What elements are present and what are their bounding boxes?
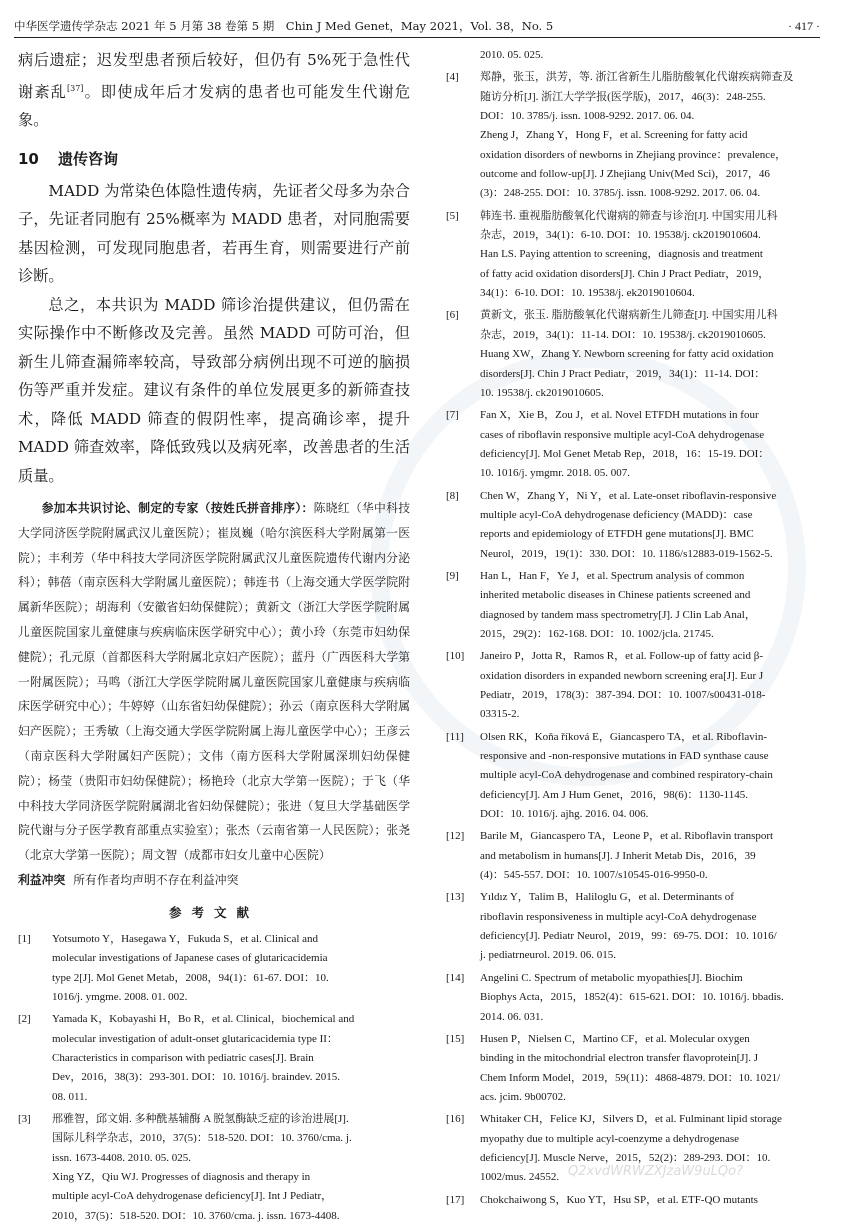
reference-item: [446, 827, 834, 885]
reference-item: [18, 930, 410, 1007]
reference-number: [7]: [446, 409, 459, 422]
reference-line: 国际儿科学杂志，2010，37(5)：518-520. DOI：10. 3760/cma. j.: [52, 1132, 352, 1145]
reference-line: 郑静，张玉，洪芳，等. 浙江省新生儿脂肪酸氧化代谢疾病筛查及: [480, 71, 794, 84]
reference-line: Chem Inform Model，2019，59(11)：4868-4879. DOI：10. 1021/: [480, 1071, 781, 1084]
reference-line: of fatty acid oxidation disorders[J]. Chin J Pract Pediatr，2019，: [480, 267, 770, 280]
reference-text: [480, 888, 834, 965]
reference-line: oxidation disorders in expanded newborn screening era[J]. Eur J: [480, 669, 764, 682]
reference-line: molecular investigations of Japanese cases of glutaricacidemia: [52, 952, 328, 965]
references-left: [18, 930, 410, 1226]
reference-item: [18, 1110, 410, 1226]
reference-line: deficiency[J]. Pediatr Neurol，2019，99：69-75. DOI：10. 1016/: [480, 930, 777, 943]
reference-line: Dev，2016，38(3)：293-301. DOI：10. 1016/j. braindev. 2015.: [52, 1071, 340, 1084]
reference-line: DOI：10. 3785/j. issn. 1008-9292. 2017. 06. 04.: [480, 110, 695, 123]
reference-text: [480, 1191, 834, 1210]
reference-line: Husen P，Nielsen C，Martino CF，et al. Molecular oxygen: [480, 1032, 750, 1045]
reference-number: [5]: [446, 209, 459, 222]
reference-line: Fan X，Xie B，Zou J，et al. Novel ETFDH mutations in four: [480, 409, 759, 422]
continuation-paragraph: [18, 46, 410, 135]
reference-text: [480, 207, 834, 304]
reference-line: responsive and -non-responsive mutations in FAD synthase cause: [480, 750, 769, 763]
reference-text: [480, 969, 834, 1027]
section-title: 遗传咨询: [58, 149, 119, 168]
reference-line: inherited metabolic diseases in Chinese patients screened and: [480, 589, 751, 602]
reference-text: [480, 306, 834, 403]
reference-line: deficiency[J]. Am J Hum Genet，2016，98(6)：1130-1145.: [480, 788, 749, 801]
reference-item: [446, 567, 834, 644]
reference-number: [3]: [18, 1113, 31, 1126]
reference-item: [446, 306, 834, 403]
continuation-text: 病后遗症；迟发型患者预后较好，但仍有 5%死于急性代谢紊乱: [18, 51, 410, 101]
reference-line: 杂志，2019，34(1)：6-10. DOI：10. 19538/j. ck2019010604.: [480, 229, 761, 242]
reference-line: Yamada K，Kobayashi H，Bo R，et al. Clinical，biochemical and: [52, 1013, 355, 1026]
reference-line: reports and epidemiology of ETFDH gene mutations[J]. BMC: [480, 528, 754, 541]
reference-line: DOI：10. 1016/j. ajhg. 2016. 04. 006.: [480, 808, 649, 821]
journal-header: 中华医学遗传学杂志 2021 年 5 月第 38 卷第 5 期 Chin J Med Genet，May 2021，Vol. 38，No. 5: [14, 19, 554, 33]
reference-number: [6]: [446, 309, 459, 322]
reference-line: Angelini C. Spectrum of metabolic myopathies[J]. Biochim: [480, 971, 743, 984]
reference-line: cases of riboflavin responsive multiple acyl-CoA dehydrogenase: [480, 428, 765, 441]
reference-text: [480, 827, 834, 885]
reference-line: 韩连书. 重视脂肪酸氧化代谢病的筛查与诊治[J]. 中国实用儿科: [480, 209, 778, 222]
conflict-of-interest: [18, 868, 410, 892]
reference-item: [446, 1030, 834, 1107]
reference-line: Whitaker CH，Felice KJ，Silvers D，et al. Fulminant lipid storage: [480, 1113, 782, 1126]
reference-line: Chokchaiwong S，Kuo YT，Hsu SP，et al. ETF-QO mutants: [480, 1193, 758, 1206]
reference-number: [12]: [446, 830, 465, 843]
reference-line: acs. jcim. 9b00702.: [480, 1090, 566, 1103]
reference-number: [14]: [446, 971, 465, 984]
reference-item: [446, 647, 834, 724]
experts-names: 陈晓红（华中科技大学同济医学院附属武汉儿童医院）；崔岚巍（哈尔滨医科大学附属第一医院）；丰利芳（华中科技大学同济医学院附属武汉儿童医院遗传代谢内分泌科）；韩蓓（南京医科大学附属儿童医院）；韩连书（上海交通大学医学院附属新华医院）；胡海利（安徽省妇幼保健院）；黄新文（浙江大学医学院附属儿童医院国家儿童健康与疾病临床医学研究中心）；黄小玲（东莞市妇幼保健院）；孔元原（首都医科大学附属北京妇产医院）；蓝丹（广西医科大学第一附属医院）；马鸣（浙江大学医学院附属儿童医院国家儿童健康与疾病临床医学研究中心）；牛婷婷（山东省妇幼保健院）；孙云（南京医科大学附属妇产医院）；王秀敏（上海交通大学医学院附属上海儿童医学中心）；王彦云（南京医科大学附属妇产医院）；文伟（南方医科大学附属深圳妇幼保健院）；杨莹（贵阳市妇幼保健院）；杨艳玲（北京大学第一医院）；于飞（华中科技大学同济医学院附属湖北省妇幼保健院）；张进（复旦大学基础医学院代谢与分子医学教育部重点实验室）；张杰（云南省第一人民医院）；张尧（北京大学第一医院）；周文智（成都市妇女儿童中心医院）: [18, 501, 410, 863]
reference-line: 黄新文，张玉. 脂肪酸氧化代谢病新生儿筛查[J]. 中国实用儿科: [480, 309, 778, 322]
reference-line: 2015，29(2)：162-168. DOI：10. 1002/jcla. 21745.: [480, 627, 714, 640]
continuation-end: 。即使成年后才发病的患者也可能发生代谢危象。: [18, 82, 411, 130]
reference-text: [480, 68, 834, 203]
reference-text: [480, 406, 834, 483]
reference-item: [446, 969, 834, 1027]
reference-line: Han L，Han F，Ye J，et al. Spectrum analysis of common: [480, 569, 745, 582]
reference-line: 10. 1016/j. ymgmr. 2018. 05. 007.: [480, 467, 631, 480]
left-column: [18, 46, 411, 1222]
right-column: [446, 46, 834, 1213]
reference-line: issn. 1673-4408. 2010. 05. 025.: [52, 1151, 192, 1164]
reference-text: [480, 728, 834, 825]
reference-text: [480, 487, 834, 564]
reference-line: 10. 19538/j. ck2019010605.: [480, 386, 604, 399]
reference-number: [1]: [18, 933, 31, 946]
reference-text: [480, 567, 834, 644]
reference-line: oxidation disorders of newborns in Zhejiang province：prevalence，: [480, 148, 787, 161]
reference-line: Neurol，2019，19(1)：330. DOI：10. 1186/s12883-019-1562-5.: [480, 547, 773, 560]
reference-number: [11]: [446, 730, 464, 743]
reference-line: (4)：545-557. DOI：10. 1007/s10545-016-9950-0.: [480, 869, 708, 882]
references-title: 参考文献: [168, 905, 259, 921]
reference-item: [446, 1191, 834, 1210]
reference-line: 1002/mus. 24552.: [480, 1171, 560, 1184]
experts-lead: 参加本共识讨论、制定的专家（按姓氏拼音排序）：: [41, 501, 314, 516]
reference-line: diagnosed by tandem mass spectrometry[J]. J Clin Lab Anal，: [480, 608, 756, 621]
reference-line: 34(1)：6-10. DOI：10. 19538/j. ek2019010604.: [480, 287, 695, 300]
reference-item: [446, 207, 834, 304]
reference-line: 08. 011.: [52, 1090, 88, 1103]
reference-line: Olsen RK，Koňa říková E，Giancaspero TA，et al. Riboflavin-: [480, 730, 767, 743]
experts-list: [18, 496, 410, 868]
references-right: [446, 68, 834, 1210]
reference-line: Zheng J，Zhang Y，Hong F，et al. Screening for fatty acid: [480, 129, 748, 142]
reference-line: binding in the mitochondrial electron transfer flavoprotein[J]. J: [480, 1052, 758, 1065]
reference-line: Yıldız Y，Talim B，Haliloglu G，et al. Determinants of: [480, 891, 734, 904]
reference-text: [52, 1010, 410, 1107]
reference-line: multiple acyl-CoA dehydrogenase deficiency[J]. Int J Pediatr，: [52, 1190, 333, 1203]
reference-line: Xing YZ，Qiu WJ. Progresses of diagnosis and therapy in: [52, 1171, 311, 1184]
reference-line: Yotsumoto Y，Hasegawa Y，Fukuda S，et al. Clinical and: [52, 933, 319, 946]
section-number: 10: [18, 149, 39, 168]
page-number: · 417 ·: [788, 19, 820, 33]
reference-line: Huang XW，Zhang Y. Newborn screening for fatty acid oxidation: [480, 348, 774, 361]
reference-line: outcome and follow-up[J]. J Zhejiang Univ(Med Sci)，2017，46: [480, 168, 770, 181]
reference-line: Characteristics in comparison with pediatric cases[J]. Brain: [52, 1052, 314, 1065]
reference-line: 2010，37(5)：518-520. DOI：10. 3760/cma. j. issn. 1673-4408.: [52, 1209, 340, 1222]
reference-number: [4]: [446, 71, 459, 84]
running-head: [14, 12, 820, 38]
citation-37: [37]: [67, 83, 84, 93]
coi-lead: 利益冲突: [18, 873, 66, 888]
reference-line: Janeiro P，Jotta R，Ramos R，et al. Follow-up of fatty acid β-: [480, 650, 764, 663]
reference-line: riboflavin responsiveness in multiple acyl-CoA dehydrogenase: [480, 910, 757, 923]
reference-item: [446, 68, 834, 203]
reference-line: deficiency[J]. Muscle Nerve，2015，52(2)：289-293. DOI：10.: [480, 1151, 771, 1164]
reference-item: [446, 487, 834, 564]
reference-item: [446, 728, 834, 825]
paragraph-genetic-counseling: MADD 为常染色体隐性遗传病，先证者父母多为杂合子，先证者同胞有 25%概率为 MADD 患者，对同胞需要基因检测，可发现同胞患者，若再生育，则需要进行产前诊断。: [18, 181, 410, 286]
reference-line: multiple acyl-CoA dehydrogenase and combined respiratory-chain: [480, 769, 773, 782]
paragraph-conclusion: 总之，本共识为 MADD 筛诊治提供建议，但仍需在实际操作中不断修改及完善。虽然 MADD 可防可治，但新生儿筛查漏筛率较高，导致部分病例出现不可逆的脑损伤等严重并发症。建议有条件的单位发展更多的新筛查技术，降低 MADD 筛查的假阴性率，提高确诊率，提升 MADD 筛查效率，降低致残以及病死率，改善患者的生活质量。: [18, 295, 410, 485]
reference-line: 随访分析[J]. 浙江大学学报(医学版)，2017，46(3)：248-255.: [480, 90, 766, 103]
coi-text: 所有作者均声明不存在利益冲突: [73, 873, 239, 888]
reference-line: molecular investigation of adult-onset glutaricacidemia type II：: [52, 1032, 338, 1045]
reference-line: Chen W，Zhang Y，Ni Y，et al. Late-onset riboflavin-responsive: [480, 489, 777, 502]
reference-number: [2]: [18, 1013, 31, 1026]
reference-line: 邢雅智，邱文娟. 多种酰基辅酶 A 脱氢酶缺乏症的诊治进展[J].: [52, 1113, 349, 1126]
reference-line: 03315-2.: [480, 708, 520, 721]
reference-line: Pediatr，2019，178(3)：387-394. DOI：10. 1007/s00431-018-: [480, 689, 766, 701]
reference-item: [18, 1010, 410, 1107]
reference-text: [480, 1030, 834, 1107]
reference-item: [446, 888, 834, 965]
reference-number: [15]: [446, 1032, 465, 1045]
reference-line: disorders[J]. Chin J Pract Pediatr，2019，34(1)：11-14. DOI：: [480, 367, 766, 380]
reference-line: 杂志，2019，34(1)：11-14. DOI：10. 19538/j. ck2019010605.: [480, 328, 766, 341]
reference-line: myopathy due to multiple acyl-coenzyme a dehydrogenase: [480, 1132, 740, 1145]
reference-line: Han LS. Paying attention to screening，diagnosis and treatment: [480, 248, 763, 261]
reference-line: type 2[J]. Mol Genet Metab，2008，94(1)：61-67. DOI：10.: [52, 971, 329, 984]
reference-line: and metabolism in humans[J]. J Inherit Metab Dis，2016，39: [480, 849, 756, 862]
reference-number: [9]: [446, 569, 459, 582]
reference-3-continuation: 2010. 05. 025.: [480, 49, 544, 61]
section-heading: [18, 147, 410, 171]
reference-line: 2014. 06. 031.: [480, 1010, 544, 1023]
reference-line: Biophys Acta，2015，1852(4)：615-621. DOI：10. 1016/j. bbadis.: [480, 991, 784, 1004]
reference-line: (3)：248-255. DOI：10. 3785/j. issn. 1008-9292. 2017. 06. 04.: [480, 187, 761, 200]
watermark-code: Q2xvdWRWZXJzaW9uLQo?: [568, 1164, 744, 1179]
reference-item: [446, 406, 834, 483]
reference-line: 1016/j. ymgme. 2008. 01. 002.: [52, 991, 188, 1004]
reference-text: [52, 1110, 410, 1226]
reference-number: [16]: [446, 1113, 465, 1126]
reference-number: [10]: [446, 650, 465, 663]
reference-line: multiple acyl-CoA dehydrogenase deficiency (MADD)：case: [480, 508, 753, 521]
reference-number: [13]: [446, 891, 465, 904]
reference-line: j. pediatrneurol. 2019. 06. 015.: [480, 949, 616, 962]
reference-number: [8]: [446, 489, 459, 502]
reference-line: deficiency[J]. Mol Genet Metab Rep，2018，16：15-19. DOI：: [480, 447, 770, 460]
reference-text: [480, 647, 834, 724]
reference-number: [17]: [446, 1193, 465, 1206]
reference-line: Barile M，Giancaspero TA，Leone P，et al. Riboflavin transport: [480, 830, 774, 843]
reference-text: [52, 930, 410, 1007]
